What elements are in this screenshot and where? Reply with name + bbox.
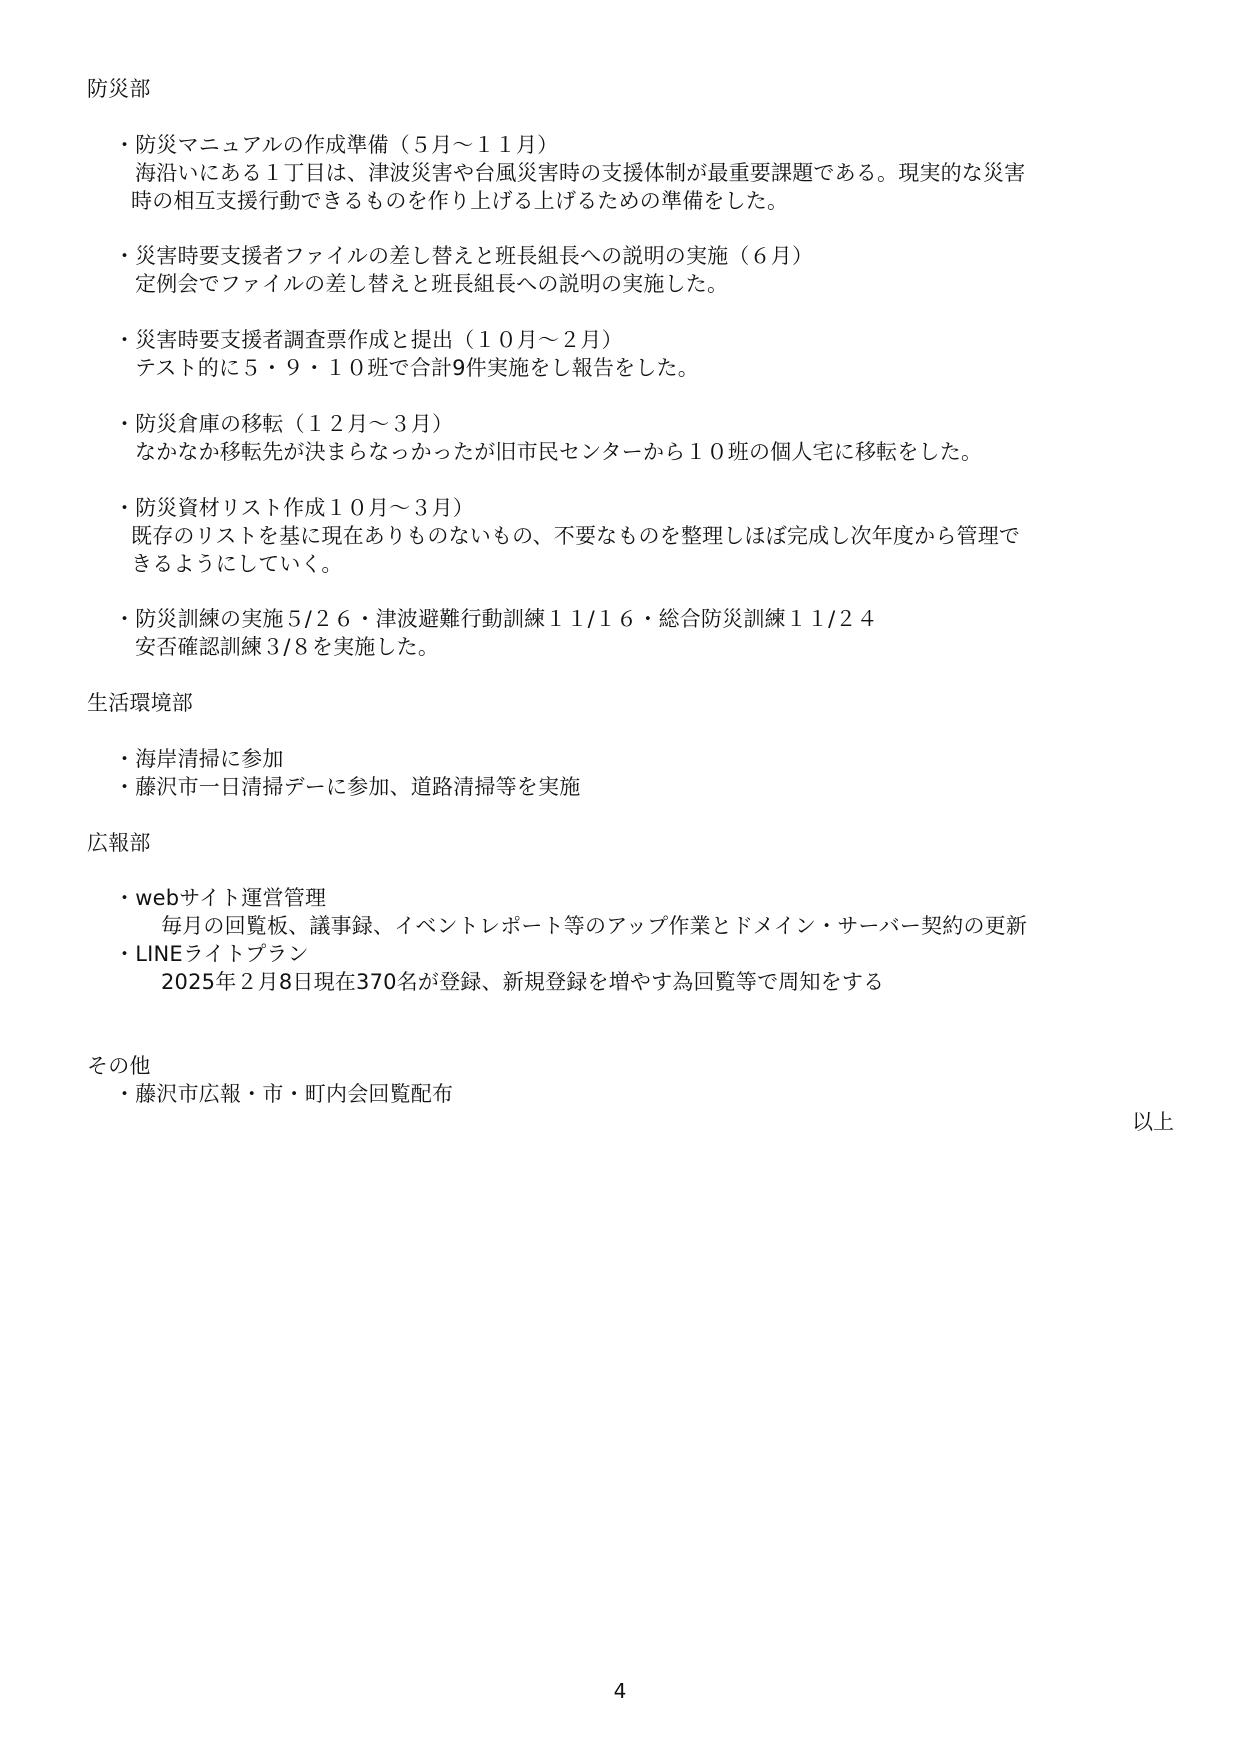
seikatsu-item-1: ・海岸清掃に参加 <box>114 747 284 771</box>
sonota-item-1: ・藤沢市広報・市・町内会回覧配布 <box>114 1082 454 1106</box>
bousai-item-2-line-1: 定例会でファイルの差し替えと班長組長への説明の実施した。 <box>135 272 729 296</box>
bousai-item-1-line-1: 海沿いにある１丁目は、津波災害や台風災害時の支援体制が最重要課題である。現実的な災害 <box>135 161 1026 185</box>
bousai-item-5-title: ・防災資材リスト作成１０月〜３月） <box>114 496 474 520</box>
bousai-item-4-title: ・防災倉庫の移転（１２月〜３月） <box>114 412 454 436</box>
bousai-item-6-title: ・防災訓練の実施５/２６・津波避難行動訓練１１/１６・総合防災訓練１１/２４ <box>114 607 878 631</box>
section-heading-kouhou: 広報部 <box>87 831 151 855</box>
bousai-item-1-title: ・防災マニュアルの作成準備（５月〜１１月） <box>114 133 559 157</box>
bousai-item-4-line-1: なかなか移転先が決まらなっかったが旧市民センターから１０班の個人宅に移転をした。 <box>135 440 983 464</box>
bousai-item-5-line-1: 既存のリストを基に現在ありものないもの、不要なものを整理しほぼ完成し次年度から管理で <box>131 524 1021 548</box>
bousai-item-3-title: ・災害時要支援者調査票作成と提出（１０月〜２月） <box>114 328 623 352</box>
section-heading-bousai: 防災部 <box>87 77 151 101</box>
kouhou-item-1-line-1: 毎月の回覧板、議事録、イベントレポート等のアップ作業とドメイン・サーバー契約の更新 <box>161 914 1028 938</box>
closing-text: 以上 <box>1132 1110 1174 1134</box>
seikatsu-item-2: ・藤沢市一日清掃デーに参加、道路清掃等を実施 <box>114 775 581 799</box>
section-heading-seikatsu: 生活環境部 <box>87 691 193 715</box>
page-number: 4 <box>613 1679 627 1703</box>
kouhou-item-2-title: ・LINEライトプラン <box>114 942 309 966</box>
kouhou-item-1-title: ・webサイト運営管理 <box>114 886 327 910</box>
section-heading-sonota: その他 <box>87 1054 151 1078</box>
bousai-item-6-line-1: 安否確認訓練３/８を実施した。 <box>135 635 440 659</box>
bousai-item-5-line-2: きるようにしていく。 <box>131 552 343 576</box>
bousai-item-3-line-1: テスト的に５・９・１０班で合計9件実施をし報告をした。 <box>135 356 699 380</box>
kouhou-item-2-line-1: 2025年２月8日現在370名が登録、新規登録を増やす為回覧等で周知をする <box>161 970 885 994</box>
bousai-item-1-line-2: 時の相互支援行動できるものを作り上げる上げるための準備をした。 <box>131 189 789 213</box>
bousai-item-2-title: ・災害時要支援者ファイルの差し替えと班長組長への説明の実施（６月） <box>114 244 814 268</box>
